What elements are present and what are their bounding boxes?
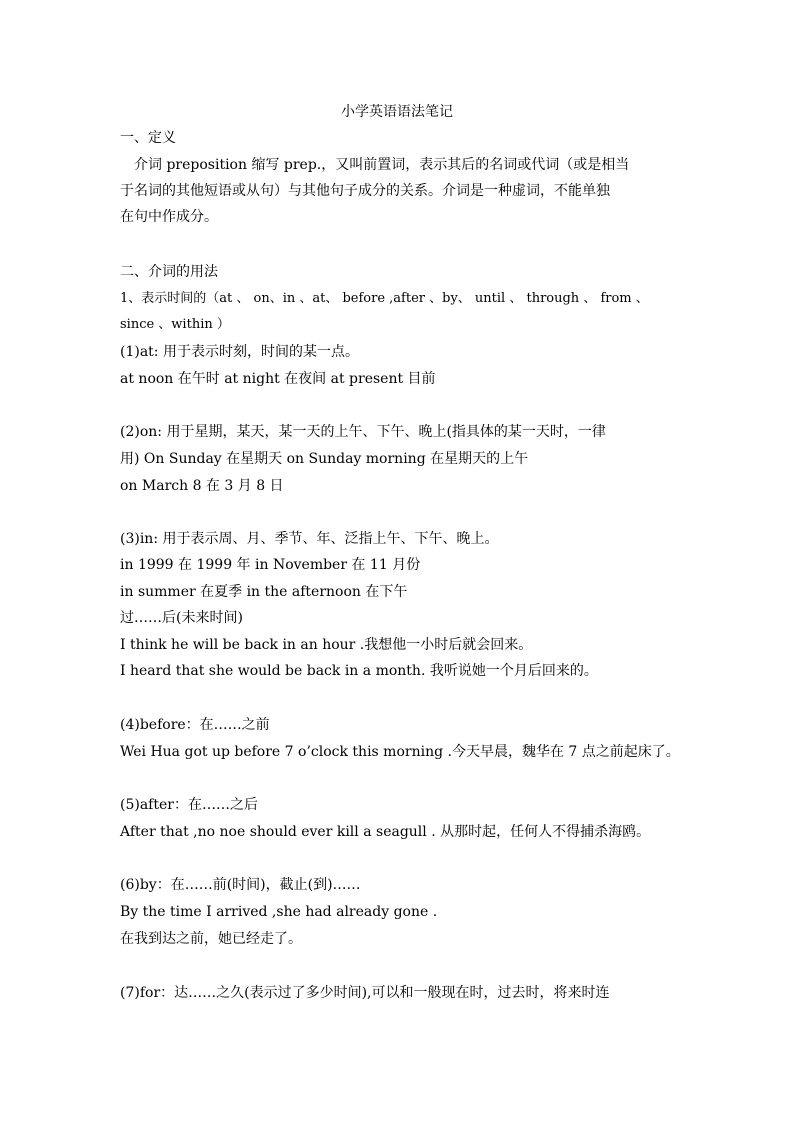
- sub-rule-in: 过……后(未来时间): [120, 610, 243, 626]
- example-on-date: on March 8 在 3 月 8 日: [120, 478, 284, 494]
- rule-by: (6)by：在……前(时间)，截止(到)……: [120, 877, 361, 893]
- rule-for: (7)for：达……之久(表示过了多少时间),可以和一般现在时，过去时，将来时连: [120, 985, 610, 1001]
- rule-on: (2)on: 用于星期，某天，某一天的上午、下午、晚上(指具体的某一天时，一律: [120, 424, 606, 440]
- document-title: 小学英语语法笔记: [341, 104, 453, 120]
- rule-at: (1)at: 用于表示时刻，时间的某一点。: [120, 344, 359, 360]
- example-before: Wei Hua got up before 7 o’clock this morning .今天早晨，魏华在 7 点之前起床了。: [120, 744, 680, 760]
- example-at: at noon 在午时 at night 在夜间 at present 目前: [120, 371, 436, 387]
- paragraph-line: 介词 preposition 缩写 prep.，又叫前置词，表示其后的名词或代词（或是相当: [120, 157, 630, 173]
- example-after: After that ,no noe should ever kill a seagull . 从那时起，任何人不得捕杀海鸥。: [120, 824, 651, 840]
- paragraph-line: 于名词的其他短语或从句）与其他句子成分的关系。介词是一种虚词，不能单独: [120, 183, 610, 199]
- rule-in: (3)in: 用于表示周、月、季节、年、泛指上午、下午、晚上。: [120, 531, 499, 547]
- section-heading-definition: 一、定义: [120, 130, 176, 146]
- example-by: By the time I arrived ,she had already gone .: [120, 904, 438, 920]
- rule-after: (5)after：在……之后: [120, 797, 258, 813]
- paragraph-line: 在句中作成分。: [120, 209, 218, 225]
- example-in: in 1999 在 1999 年 in November 在 11 月份: [120, 557, 421, 573]
- time-intro-line: 1、表示时间的（at 、 on、in 、at、 before ,after 、by、 until 、 through 、 from 、: [120, 291, 649, 306]
- example-on: 用) On Sunday 在星期天 on Sunday morning 在星期天的上午: [120, 451, 529, 467]
- rule-before: (4)before：在……之前: [120, 717, 270, 733]
- example-in: I heard that she would be back in a month. 我听说她一个月后回来的。: [120, 663, 598, 679]
- example-in: in summer 在夏季 in the afternoon 在下午: [120, 584, 408, 600]
- example-by-translation: 在我到达之前，她已经走了。: [120, 931, 302, 947]
- time-intro-line: since 、within ）: [120, 317, 230, 332]
- example-in: I think he will be back in an hour .我想他一小时后就会回来。: [120, 637, 533, 653]
- section-heading-usage: 二、介词的用法: [120, 264, 218, 280]
